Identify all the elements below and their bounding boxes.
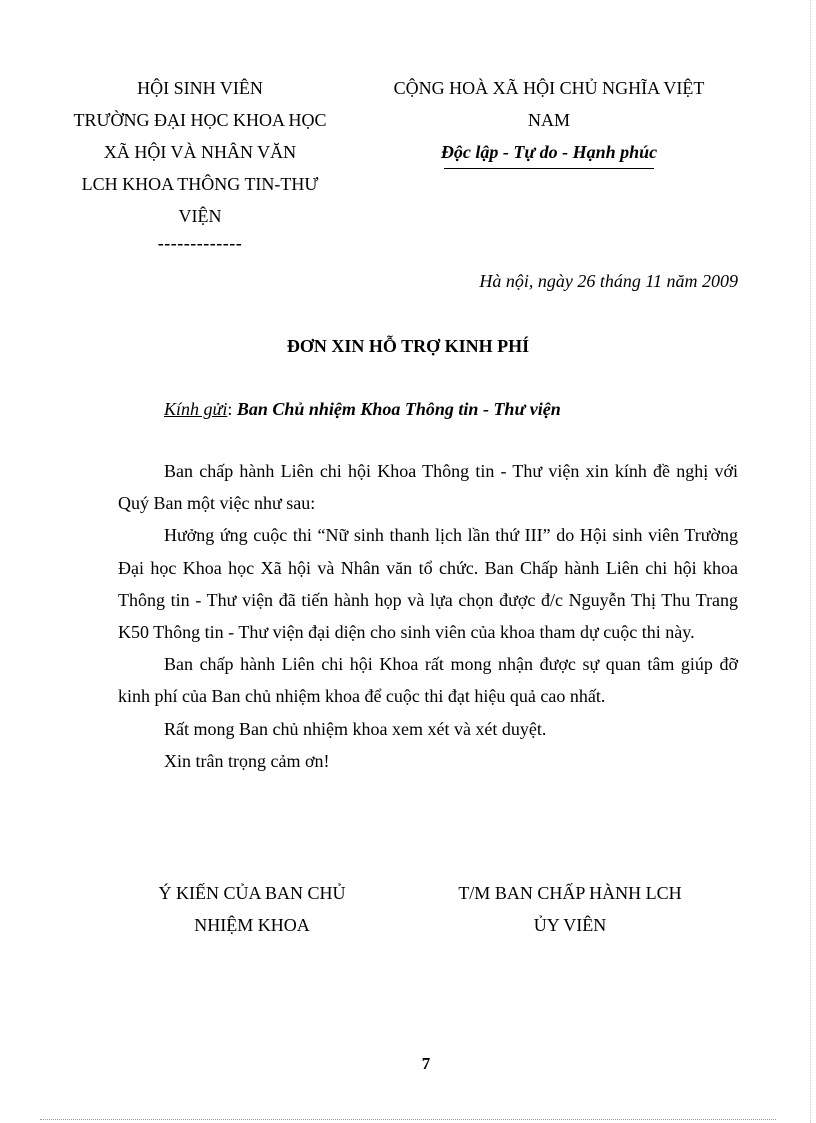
organization-header [50, 72, 350, 254]
body-paragraph-5: Xin trân trọng cảm ơn! [164, 750, 330, 771]
org-line-4: LCH KHOA THÔNG TIN-THƯ [81, 174, 319, 194]
signature-faculty-line-2: NHIỆM KHOA [194, 915, 310, 935]
body-paragraph-3: Ban chấp hành Liên chi hội Khoa rất mong nhận được sự quan tâm giúp đỡ kinh phí của Ban chủ nhiệm khoa để cuộc thi đạt hiệu quả cao nhất. [118, 654, 738, 707]
body-paragraph-2: Hưởng ứng cuộc thi “Nữ sinh thanh lịch lần thứ III” do Hội sinh viên Trường Đại học Khoa học Xã hội và Nhân văn tổ chức. Ban Chấp hành Liên chi hội khoa Thông tin - Thư viện đã tiến hành họp và lựa chọn được đ/c Nguyễn Thị Thu Trang K50 Thông tin - Thư viện đại diện cho sinh viên của khoa tham dự cuộc thi này. [118, 525, 738, 643]
org-line-1: HỘI SINH VIÊN [137, 78, 263, 98]
letter-body [118, 455, 738, 777]
document-title: ĐƠN XIN HỖ TRỢ KINH PHÍ [286, 336, 530, 356]
signature-faculty-line-1: Ý KIẾN CỦA BAN CHỦ [158, 883, 346, 903]
org-divider: ------------- [157, 233, 243, 253]
page-right-edge [810, 0, 811, 1123]
body-paragraph-4: Rất mong Ban chủ nhiệm khoa xem xét và xét duyệt. [164, 718, 547, 739]
national-line-1: CỘNG HOÀ XÃ HỘI CHỦ NGHĨA VIỆT [393, 78, 705, 98]
org-line-3: XÃ HỘI VÀ NHÂN VĂN [103, 142, 297, 162]
national-motto: Độc lập - Tự do - Hạnh phúc [440, 142, 658, 162]
date-line: Hà nội, ngày 26 tháng 11 năm 2009 [479, 271, 738, 291]
recipient-name: Ban Chủ nhiệm Khoa Thông tin - Thư viện [236, 399, 561, 419]
body-paragraph-1: Ban chấp hành Liên chi hội Khoa Thông tin - Thư viện xin kính đề nghị với Quý Ban một việc như sau: [118, 461, 738, 514]
signature-block-faculty [126, 877, 378, 941]
national-line-2: NAM [527, 110, 570, 130]
signature-committee-line-1: T/M BAN CHẤP HÀNH LCH [458, 883, 682, 903]
recipient-line [164, 394, 561, 424]
motto-underline [444, 168, 654, 169]
page-bottom-edge [40, 1119, 776, 1120]
org-line-5: VIỆN [178, 206, 222, 226]
recipient-label: Kính gửi [164, 399, 228, 419]
signature-block-committee [420, 877, 720, 941]
page-number: 7 [421, 1054, 431, 1073]
national-header [362, 72, 736, 169]
signature-committee-line-2: ỦY VIÊN [533, 915, 607, 935]
recipient-colon: : [227, 399, 237, 419]
org-line-2: TRƯỜNG ĐẠI HỌC KHOA HỌC [73, 110, 327, 130]
